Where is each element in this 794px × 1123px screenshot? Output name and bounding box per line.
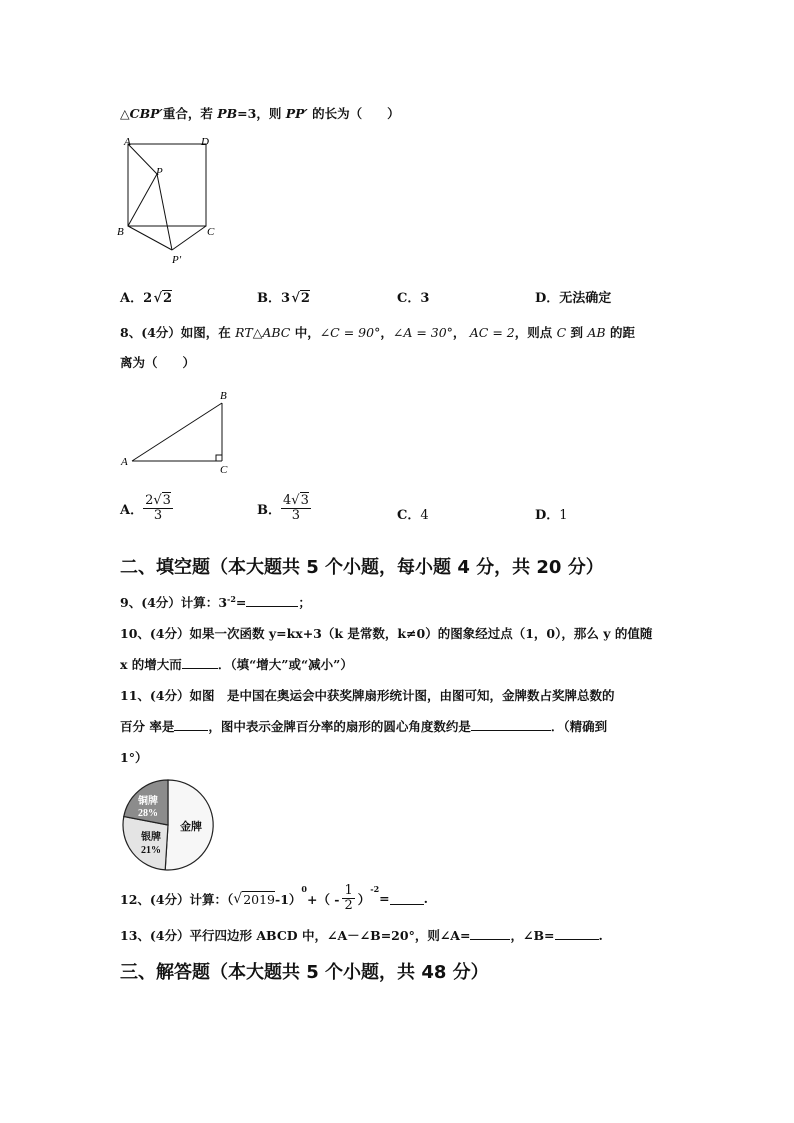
segment-ab [132, 403, 222, 461]
q8-line1 [120, 323, 635, 341]
q11-line2-a: 百分 率是 [120, 719, 175, 734]
right-angle-mark [216, 455, 222, 461]
sqrt-sign: √ [153, 493, 162, 508]
segment-pb [128, 174, 157, 226]
q8-a-angle: ∠A = 30° [392, 325, 453, 340]
q12-prefix: 12、(4分）计算：（ [120, 891, 234, 907]
q10-line2-b: ．（填“增大”或“减小”） [217, 657, 353, 672]
label-c: C [207, 226, 215, 238]
option-label: B． [257, 503, 281, 519]
q8-mid3: 到 [566, 325, 588, 340]
q13-angle-b-blank[interactable] [555, 928, 599, 940]
q7-option-a [120, 287, 172, 306]
option-label: D． [535, 508, 560, 523]
label-b: B [220, 390, 227, 402]
sqrt-sign: √ [291, 291, 300, 306]
label-a: A [124, 136, 131, 148]
q11-angle-blank[interactable] [471, 719, 551, 731]
q8-rt: RT [235, 325, 253, 340]
q8-tri: △ [252, 325, 263, 340]
option-radicand: 2 [162, 291, 173, 306]
frac-denominator: 3 [291, 508, 301, 524]
option-text: 3 [420, 291, 430, 306]
q7-pb: PB [217, 106, 238, 121]
q11-medal-pie-chart [120, 777, 216, 873]
q9-answer-blank[interactable] [246, 595, 298, 607]
segment-ap [128, 144, 157, 174]
q8-mid1: 中， [290, 325, 320, 340]
q7-triangle-symbol: △ [120, 106, 130, 121]
q8-prefix: 8、(4分）如图，在 [120, 325, 236, 340]
sqrt-sign: √ [291, 493, 300, 508]
q13 [120, 926, 603, 944]
pie-pct-silver: 21% [141, 845, 161, 856]
q7-text-7: 的长为（ ） [307, 106, 400, 121]
q12-minus1: -1） [275, 891, 302, 907]
pie-label-gold: 金牌 [180, 821, 202, 833]
q8-option-b [257, 494, 311, 524]
option-radicand: 2 [300, 291, 310, 306]
q7-option-d [535, 287, 611, 306]
option-label: D． [535, 291, 560, 306]
q12-exponent-0: 0 [301, 884, 307, 894]
q8-option-d [535, 504, 568, 523]
frac-coef: 4 [283, 493, 292, 508]
q7-option-b [257, 287, 310, 306]
pie-pct-bronze: 28% [138, 808, 158, 819]
q12-radicand: 2019 [243, 891, 275, 907]
frac-radicand: 3 [162, 493, 171, 508]
q10-line1: 10、(4分）如果一次函数 y=kx+3（k 是常数，k≠0）的图象经过点（1，0），那么 y 的值随 [120, 626, 653, 641]
frac-radicand: 3 [300, 493, 309, 508]
frac-numerator: 1 [344, 883, 353, 898]
label-p-prime: P′ [172, 254, 182, 266]
q12-plus: +（ - [306, 891, 340, 907]
option-coef: 2 [143, 291, 153, 306]
q8-point-c: C [556, 325, 567, 340]
segment-cp-prime [172, 226, 206, 250]
q7-text-3: 重合，若 [162, 106, 218, 121]
q7-text-5: =3，则 [237, 106, 286, 121]
q7-square-figure [112, 132, 232, 272]
q8-end: 的距 [605, 325, 635, 340]
q7-triangle-name: CBP′ [129, 106, 163, 121]
q8-ac: AC = 2 [469, 325, 515, 340]
q9-prefix: 9、(4分）计算： [120, 595, 219, 610]
q8-line2: 离为（ ） [120, 355, 196, 370]
q8-option-b-fraction [281, 494, 311, 524]
label-p: P [156, 166, 163, 178]
q8-option-c [397, 504, 429, 523]
frac-denominator: 2 [344, 898, 353, 914]
q8-triangle-figure [112, 385, 242, 475]
option-label: C． [397, 291, 421, 306]
q12-end: . [423, 891, 429, 907]
q11-line2-b: ，图中表示金牌百分率的扇形的圆心角度数约是 [208, 719, 471, 734]
q10-line2 [120, 655, 353, 673]
pie-label-bronze: 铜牌 [138, 796, 158, 807]
label-c: C [220, 464, 228, 475]
q7-option-c [397, 287, 429, 306]
q8-option-a-fraction [143, 494, 173, 524]
q11-line2 [120, 717, 607, 735]
frac-coef: 2 [145, 493, 154, 508]
sqrt-sign: √ [233, 890, 243, 907]
label-a: A [121, 456, 128, 468]
q9-eq: = [235, 595, 247, 610]
label-d: D [201, 136, 209, 148]
q12-eq: = [379, 891, 390, 907]
option-label: A． [120, 291, 144, 306]
q9-base: 3 [218, 595, 228, 610]
option-label: C． [397, 508, 421, 523]
section2-title: 二、填空题（本大题共 5 个小题，每小题 4 分，共 20 分） [120, 557, 604, 578]
q8-ab: AB [587, 325, 606, 340]
q12-answer-blank[interactable] [390, 893, 424, 905]
q8-mid2: ，则点 [514, 325, 557, 340]
q8-sep2: ， [452, 325, 470, 340]
option-label: A． [120, 503, 144, 519]
pie-label-silver: 银牌 [141, 832, 161, 843]
q8-sep1: ， [380, 325, 393, 340]
q12 [120, 884, 428, 914]
sqrt-sign: √ [153, 291, 162, 306]
q10-answer-blank[interactable] [182, 657, 218, 669]
option-text: 无法确定 [559, 291, 612, 306]
q13-prefix: 13、(4分）平行四边形 ABCD 中，∠A－∠B=20°，则∠A= [120, 928, 471, 943]
label-b: B [117, 226, 124, 238]
q11-line1: 11、(4分）如图 是中国在奥运会中获奖牌扇形统计图，由图可知，金牌数占奖牌总数的 [120, 688, 615, 703]
option-text: 4 [420, 508, 429, 523]
q12-exponent-neg2: -2 [370, 884, 380, 894]
q7-pp: PP′ [285, 106, 308, 121]
q9 [120, 593, 311, 611]
pie-slice-silver [123, 817, 168, 870]
q8-c-angle: ∠C = 90° [319, 325, 381, 340]
q11-line2-c: ．（精确到 [550, 719, 608, 734]
q8-abc: ABC [262, 325, 291, 340]
q13-angle-a-blank[interactable] [470, 928, 510, 940]
q11-percent-blank[interactable] [174, 719, 208, 731]
segment-pp [157, 174, 172, 250]
q10-line2-a: x 的增大而 [120, 657, 182, 672]
segment-bp-prime [128, 226, 172, 250]
q12-close: ） [357, 891, 371, 907]
q7-stem-tail [120, 104, 400, 122]
option-text: 1 [559, 508, 568, 523]
frac-denominator: 3 [153, 508, 163, 524]
option-label: B． [257, 291, 281, 306]
q12-fraction [342, 884, 354, 914]
q9-exponent: -2 [227, 593, 236, 604]
q13-mid: ，∠B= [510, 928, 555, 943]
q8-option-a [120, 494, 173, 524]
q13-end: . [598, 928, 603, 943]
option-coef: 3 [281, 291, 291, 306]
q9-end: ； [298, 595, 311, 610]
section3-title: 三、解答题（本大题共 5 个小题，共 48 分） [120, 962, 489, 983]
q11-line3: 1°） [120, 750, 148, 765]
